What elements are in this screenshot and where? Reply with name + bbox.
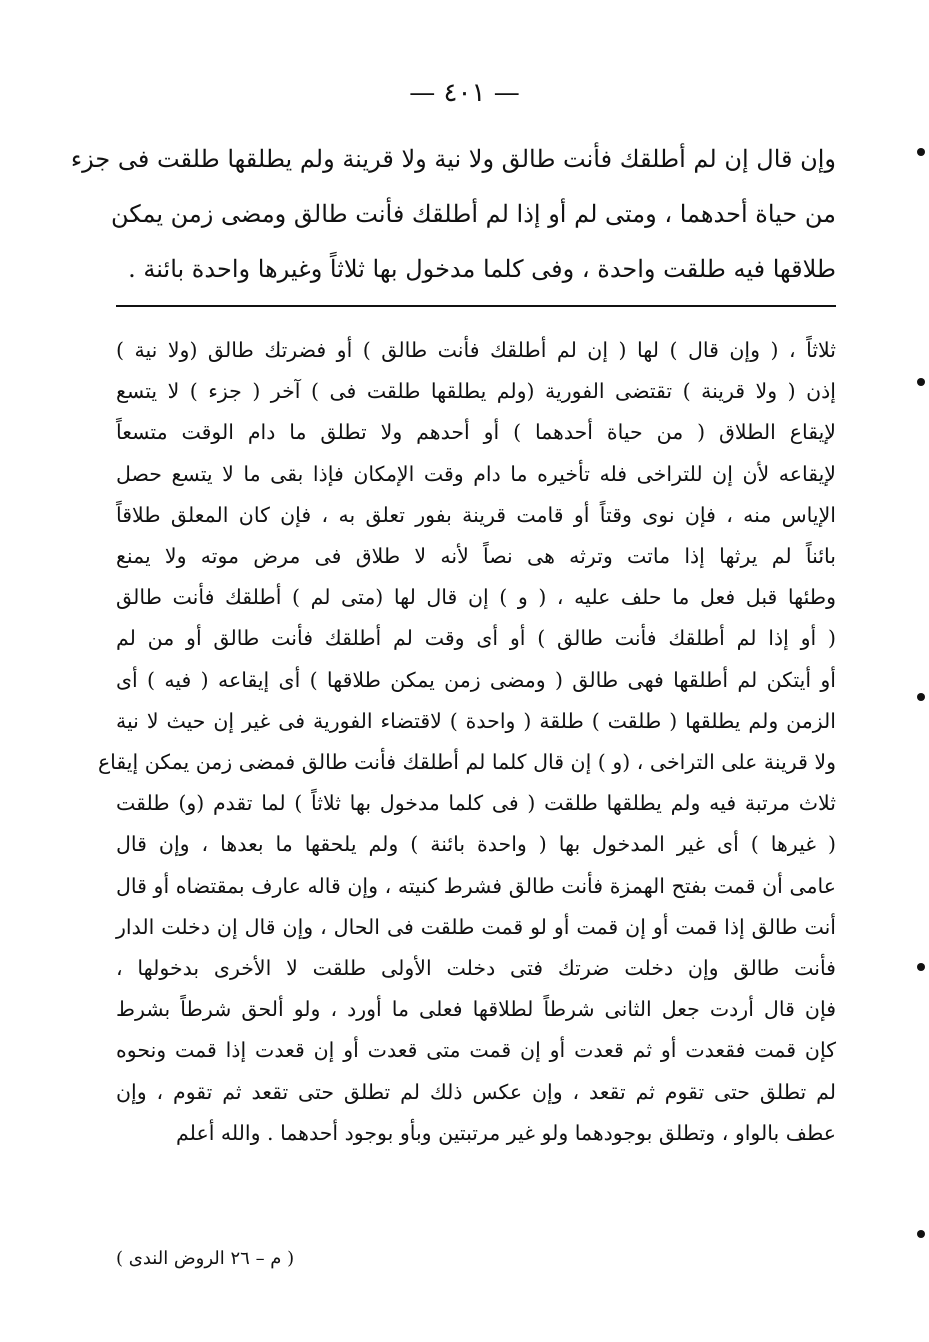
binding-hole-mark	[917, 693, 925, 701]
binding-hole-mark	[917, 1230, 925, 1238]
section-divider	[116, 305, 836, 307]
commentary-line: وطئها قبل فعل ما حلف عليه ، ( و ) إن قال لها (متى لم ) أطلقك فأنت طالق	[116, 585, 836, 610]
commentary-line: لإيقاع الطلاق ( من حياة أحدهما ) أو أحدهم ولا تطلق ما دام الوقت متسعاً	[116, 420, 836, 445]
commentary-text	[97, 330, 837, 1154]
commentary-line: الإياس منه ، فإن نوى وقتاً أو قامت قرينة بفور تعلق به ، فإن كان المعلق طلاقاً	[116, 502, 836, 527]
commentary-line: ( أو إذا لم أطلقك فأنت طالق ) أو أى وقت لم أطلقك فأنت طالق أو من لم	[116, 626, 836, 651]
commentary-line: عامى أن قمت بفتح الهمزة فأنت طالق فشرط كنيته ، وإن قاله عارف بمقتضاه أو قال	[116, 873, 836, 898]
main-text-line: وإن قال إن لم أطلقك فأنت طالق ولا نية ولا قرينة ولم يطلقها طلقت فى جزء	[70, 145, 836, 173]
commentary-line: ولا قرينة على التراخى ، (و ) إن قال كلما لم أطلقك فأنت طالق فمضى زمن يمكن إيقاع	[97, 750, 836, 775]
main-text	[70, 132, 836, 297]
binding-hole-mark	[917, 148, 925, 156]
main-text-line: طلاقها فيه طلقت واحدة ، وفى كلما مدخول بها ثلاثاً وغيرها واحدة بائنة .	[128, 255, 836, 283]
commentary-line: فأنت طالق وإن دخلت ضرتك فتى دخلت الأولى طلقت لا الأخرى بدخولها ،	[116, 956, 836, 981]
commentary-line: أنت طالق إذا قمت أو إن قمت أو لو قمت طلقت فى الحال ، وإن قال إن دخلت الدار	[116, 914, 836, 939]
page-number: — ٤٠١ —	[409, 78, 520, 108]
commentary-line: ( غيرها ) أى غير المدخول بها ( واحدة بائنة ) ولم يلحقها ما بعدها ، وإن قال	[116, 832, 836, 857]
commentary-line: ثلاثاً ، ( وإن قال ) لها ( إن لم أطلقك فأنت طالق ) أو فضرتك طالق (ولا نية )	[116, 338, 836, 362]
commentary-line: الزمن ولم يطلقها ( طلقت ) طلقة ( واحدة ) لاقتضاء الفورية فى غير إن حيث لا نية	[116, 708, 836, 733]
commentary-line: ثلاث مرتبة فيه ولم يطلقها طلقت ( فى كلما مدخول بها ثلاثاً ) لما تقدم (و) طلقت	[116, 791, 836, 816]
binding-hole-mark	[917, 963, 925, 971]
commentary-line: لإيقاعه لأن إن للتراخى فله تأخيره ما دام وقت الإمكان فإذا بقى ما لا يتسع حصل	[116, 461, 836, 486]
commentary-line: بائناً لم يرثها إذا ماتت وترثه هى نصاً لأنه لا طلاق فى مرض موته ولا يمنع	[116, 544, 836, 569]
commentary-line: فإن قال أردت جعل الثانى شرطاً لطلاقها فعلى ما أورد ، ولو ألحق شرطاً بشرط	[116, 997, 837, 1022]
binding-hole-mark	[917, 378, 925, 386]
main-text-line: من حياة أحدهما ، ومتى لم أو إذا لم أطلقك فأنت طالق ومضى زمن يمكن	[110, 200, 836, 228]
commentary-line: إذن ( ولا قرينة ) تقتضى الفورية (ولم يطلقها طلقت فى ) آخر ( جزء ) لا يتسع	[116, 379, 836, 404]
commentary-line: أو أيتكن لم أطلقها فهى طالق ( ومضى زمن يمكن طلاقها ) أى إيقاعه ( فيه ) أى	[116, 667, 836, 692]
commentary-line: لم تطلق حتى تقوم ثم تقعد ، وإن عكس ذلك لم تطلق حتى تقعد ثم تقوم ، وإن	[116, 1079, 836, 1104]
footer-signature: ( م – ٢٦ الروض الندى )	[116, 1248, 295, 1269]
commentary-line: عطف بالواو ، وتطلق بوجودهما ولو غير مرتبتين وبأو بوجود أحدهما . والله أعلم	[176, 1120, 836, 1145]
commentary-line: كإن قمت فقعدت أو ثم قعدت أو إن قمت متى قعدت أو إن قعدت إذا قمت ونحوه	[116, 1038, 836, 1063]
